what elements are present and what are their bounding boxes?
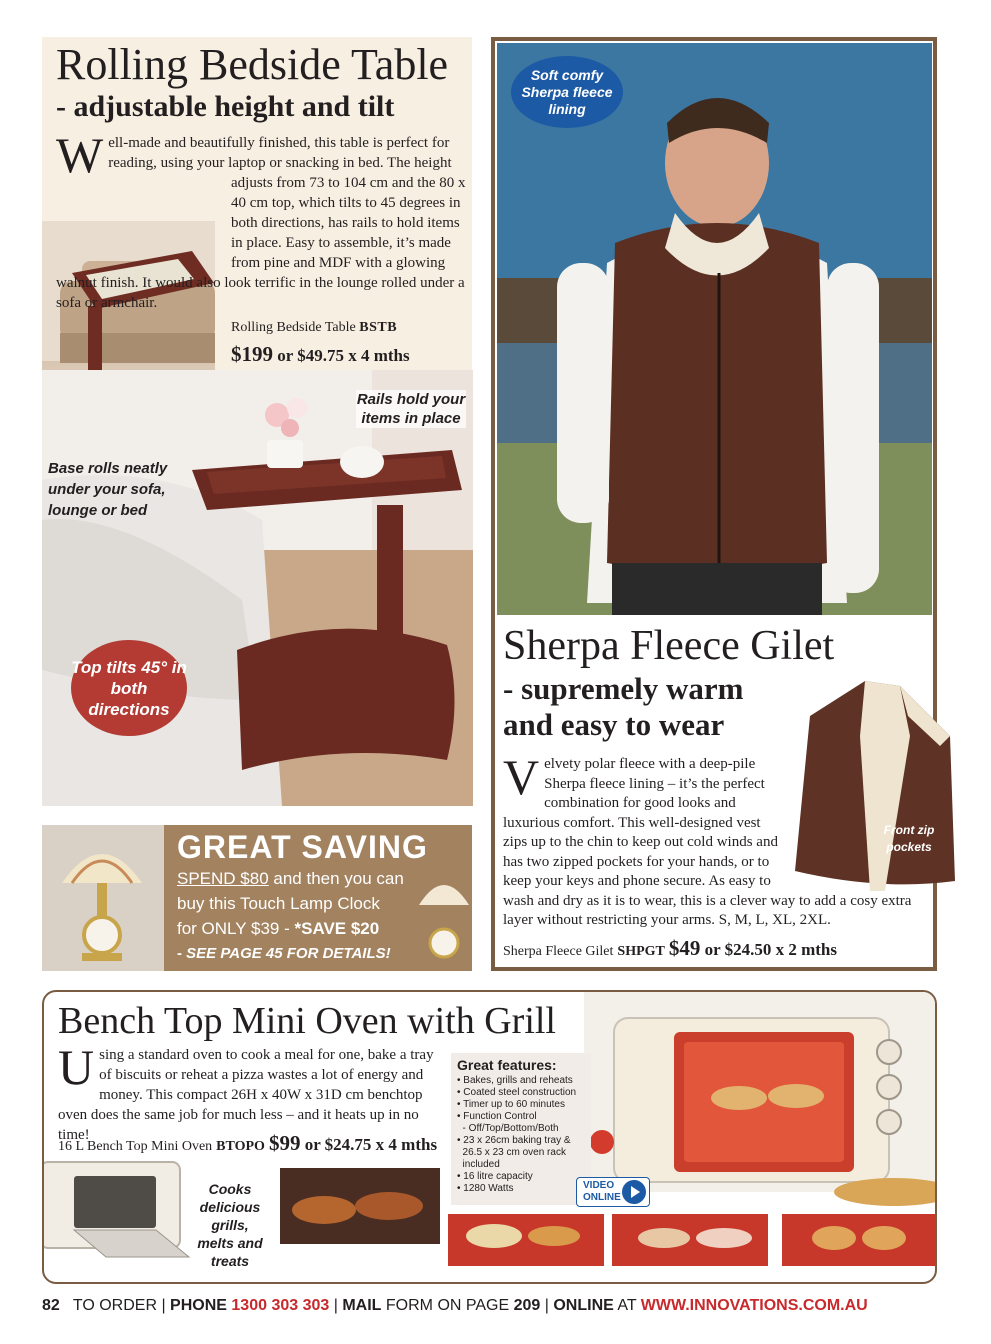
online-at: AT	[617, 1297, 637, 1314]
play-icon	[622, 1180, 646, 1204]
gilet-description	[503, 749, 928, 931]
bedside-installment: or $49.75 x 4 mths	[277, 346, 410, 365]
feature-item: • Function Control	[457, 1111, 537, 1122]
gilet-installment: or $24.50 x 2 mths	[704, 940, 838, 959]
bedside-price-line	[231, 342, 410, 367]
mail-page-number: 209	[513, 1297, 541, 1314]
bedside-table-bed-photo	[42, 370, 473, 806]
saving-line-3	[177, 919, 379, 939]
gilet-product-code: SHPGT	[617, 944, 665, 959]
saving-line-1-rest: and then you can	[268, 869, 404, 888]
gilet-model-photo	[497, 43, 932, 615]
saving-line-2: buy this Touch Lamp Clock	[177, 894, 380, 913]
video-online-button[interactable]	[576, 1177, 650, 1207]
gilet-drop-cap: V	[503, 749, 540, 805]
feature-item: - Off/Top/Bottom/Both	[457, 1123, 559, 1134]
website-link[interactable]: WWW.INNOVATIONS.COM.AU	[640, 1297, 868, 1314]
text-wrap-spacer	[786, 755, 928, 891]
feature-item: • Timer up to 60 minutes	[457, 1099, 565, 1110]
oven-body-text: sing a standard oven to cook a meal for one, bake a tray of biscuits or reheat a pizza wastes a lot of energy and money. This compact 26H x 40W x 31D cm benchtop oven does the same job for much less – and it heats up in no time!	[58, 1047, 434, 1143]
page-number: 82	[42, 1297, 60, 1314]
gilet-body-text: elvety polar fleece with a deep-pile Sherpa fleece lining – it’s the perfect combination for good looks and luxurious comfort. This well-designed vest zips up to the chin to keep out cold winds and has two zipped pockets for your hands, or to keep your keys and phone secure. As easy to wash and dry as it is to wear, this is a clever way to add a cosy extra layer without restricting your arms. S, M, L, XL, 2XL.	[503, 756, 912, 928]
saving-line-1	[177, 869, 404, 889]
online-label: ONLINE	[553, 1297, 614, 1314]
great-saving-title: GREAT SAVING	[177, 829, 428, 865]
mail-form-text: FORM ON PAGE	[385, 1297, 510, 1314]
online-label: ONLINE	[583, 1192, 621, 1203]
to-order-label: TO ORDER	[72, 1297, 157, 1314]
oven-product-code: BTOPO	[216, 1139, 265, 1154]
sherpa-lining-bubble: Soft comfy Sherpa fleece lining	[511, 56, 623, 128]
feature-item: • 16 litre capacity	[457, 1171, 533, 1182]
saving-see-page: - SEE PAGE 45 FOR DETAILS!	[177, 945, 391, 962]
mail-label: MAIL	[342, 1297, 382, 1314]
tilt-callout-badge: Top tilts 45° in both directions	[71, 640, 187, 736]
bedside-body-text: ell-made and beautifully finished, this table is perfect for reading, using your laptop or snacking in bed. The height adjusts from 73 to 104 cm and the 80 x 40 cm top, which tilts to 45 degrees in both directions, has rails to hold items in place. Easy to assemble, it’s made from pine and MDF with a glowing walnut finish. It would also look terrific in the lounge rolled under a sofa or armchair.	[56, 135, 466, 311]
bedside-description	[56, 127, 466, 313]
oven-drop-cap: U	[58, 1039, 95, 1095]
oven-title: Bench Top Mini Oven with Grill	[58, 1000, 556, 1042]
phone-label: PHONE	[170, 1297, 227, 1314]
text-wrap-spacer	[56, 175, 231, 263]
oven-installment: or $24.75 x 4 mths	[304, 1135, 438, 1154]
oven-price-line	[58, 1131, 437, 1156]
great-features-box	[451, 1053, 591, 1205]
oven-product-name: 16 L Bench Top Mini Oven	[58, 1139, 213, 1154]
feature-item: • 23 x 26cm baking tray &	[457, 1135, 571, 1146]
phone-number[interactable]: 1300 303 303	[231, 1297, 330, 1314]
saving-price: for ONLY $39 -	[177, 919, 295, 938]
bedside-product-code: BSTB	[359, 320, 398, 335]
oven-price: $99	[268, 1131, 301, 1155]
gilet-subtitle: - supremely warm and easy to wear	[503, 671, 744, 742]
order-footer: 82 TO ORDER | PHONE 1300 303 303 | MAIL FORM ON PAGE 209 | ONLINE AT WWW.INNOVATIONS.COM.AU	[42, 1297, 868, 1314]
saving-amount: *SAVE $20	[294, 919, 380, 938]
feature-item: • Bakes, grills and reheats	[457, 1075, 573, 1086]
front-zip-callout: Front zip pockets	[883, 823, 935, 854]
bedside-product-name: Rolling Bedside Table	[231, 320, 356, 335]
bedside-subtitle: - adjustable height and tilt	[56, 90, 395, 123]
base-rolls-callout: Base rolls neatly under your sofa, lounge or bed	[48, 460, 168, 519]
feature-item: included	[457, 1159, 500, 1170]
gilet-price-line	[503, 936, 837, 961]
bedside-title: Rolling Bedside Table	[56, 40, 449, 89]
gilet-product-name: Sherpa Fleece Gilet	[503, 944, 614, 959]
feature-item: 26.5 x 23 cm oven rack	[457, 1147, 566, 1158]
bedside-drop-cap: W	[56, 127, 104, 183]
feature-item: • 1280 Watts	[457, 1183, 514, 1194]
saving-spend: SPEND $80	[177, 869, 269, 888]
rails-callout: Rails hold your items in place	[356, 391, 466, 427]
cooks-callout: Cooks delicious grills, melts and treats	[197, 1181, 263, 1269]
video-label: VIDEO	[583, 1180, 615, 1191]
oven-description	[58, 1039, 443, 1145]
bedside-code-line	[231, 320, 397, 336]
gilet-price: $49	[668, 936, 701, 960]
gilet-title: Sherpa Fleece Gilet	[503, 623, 835, 669]
feature-item: • Coated steel construction	[457, 1087, 577, 1098]
bedside-price: $199	[231, 342, 273, 366]
features-title: Great features:	[457, 1057, 557, 1073]
